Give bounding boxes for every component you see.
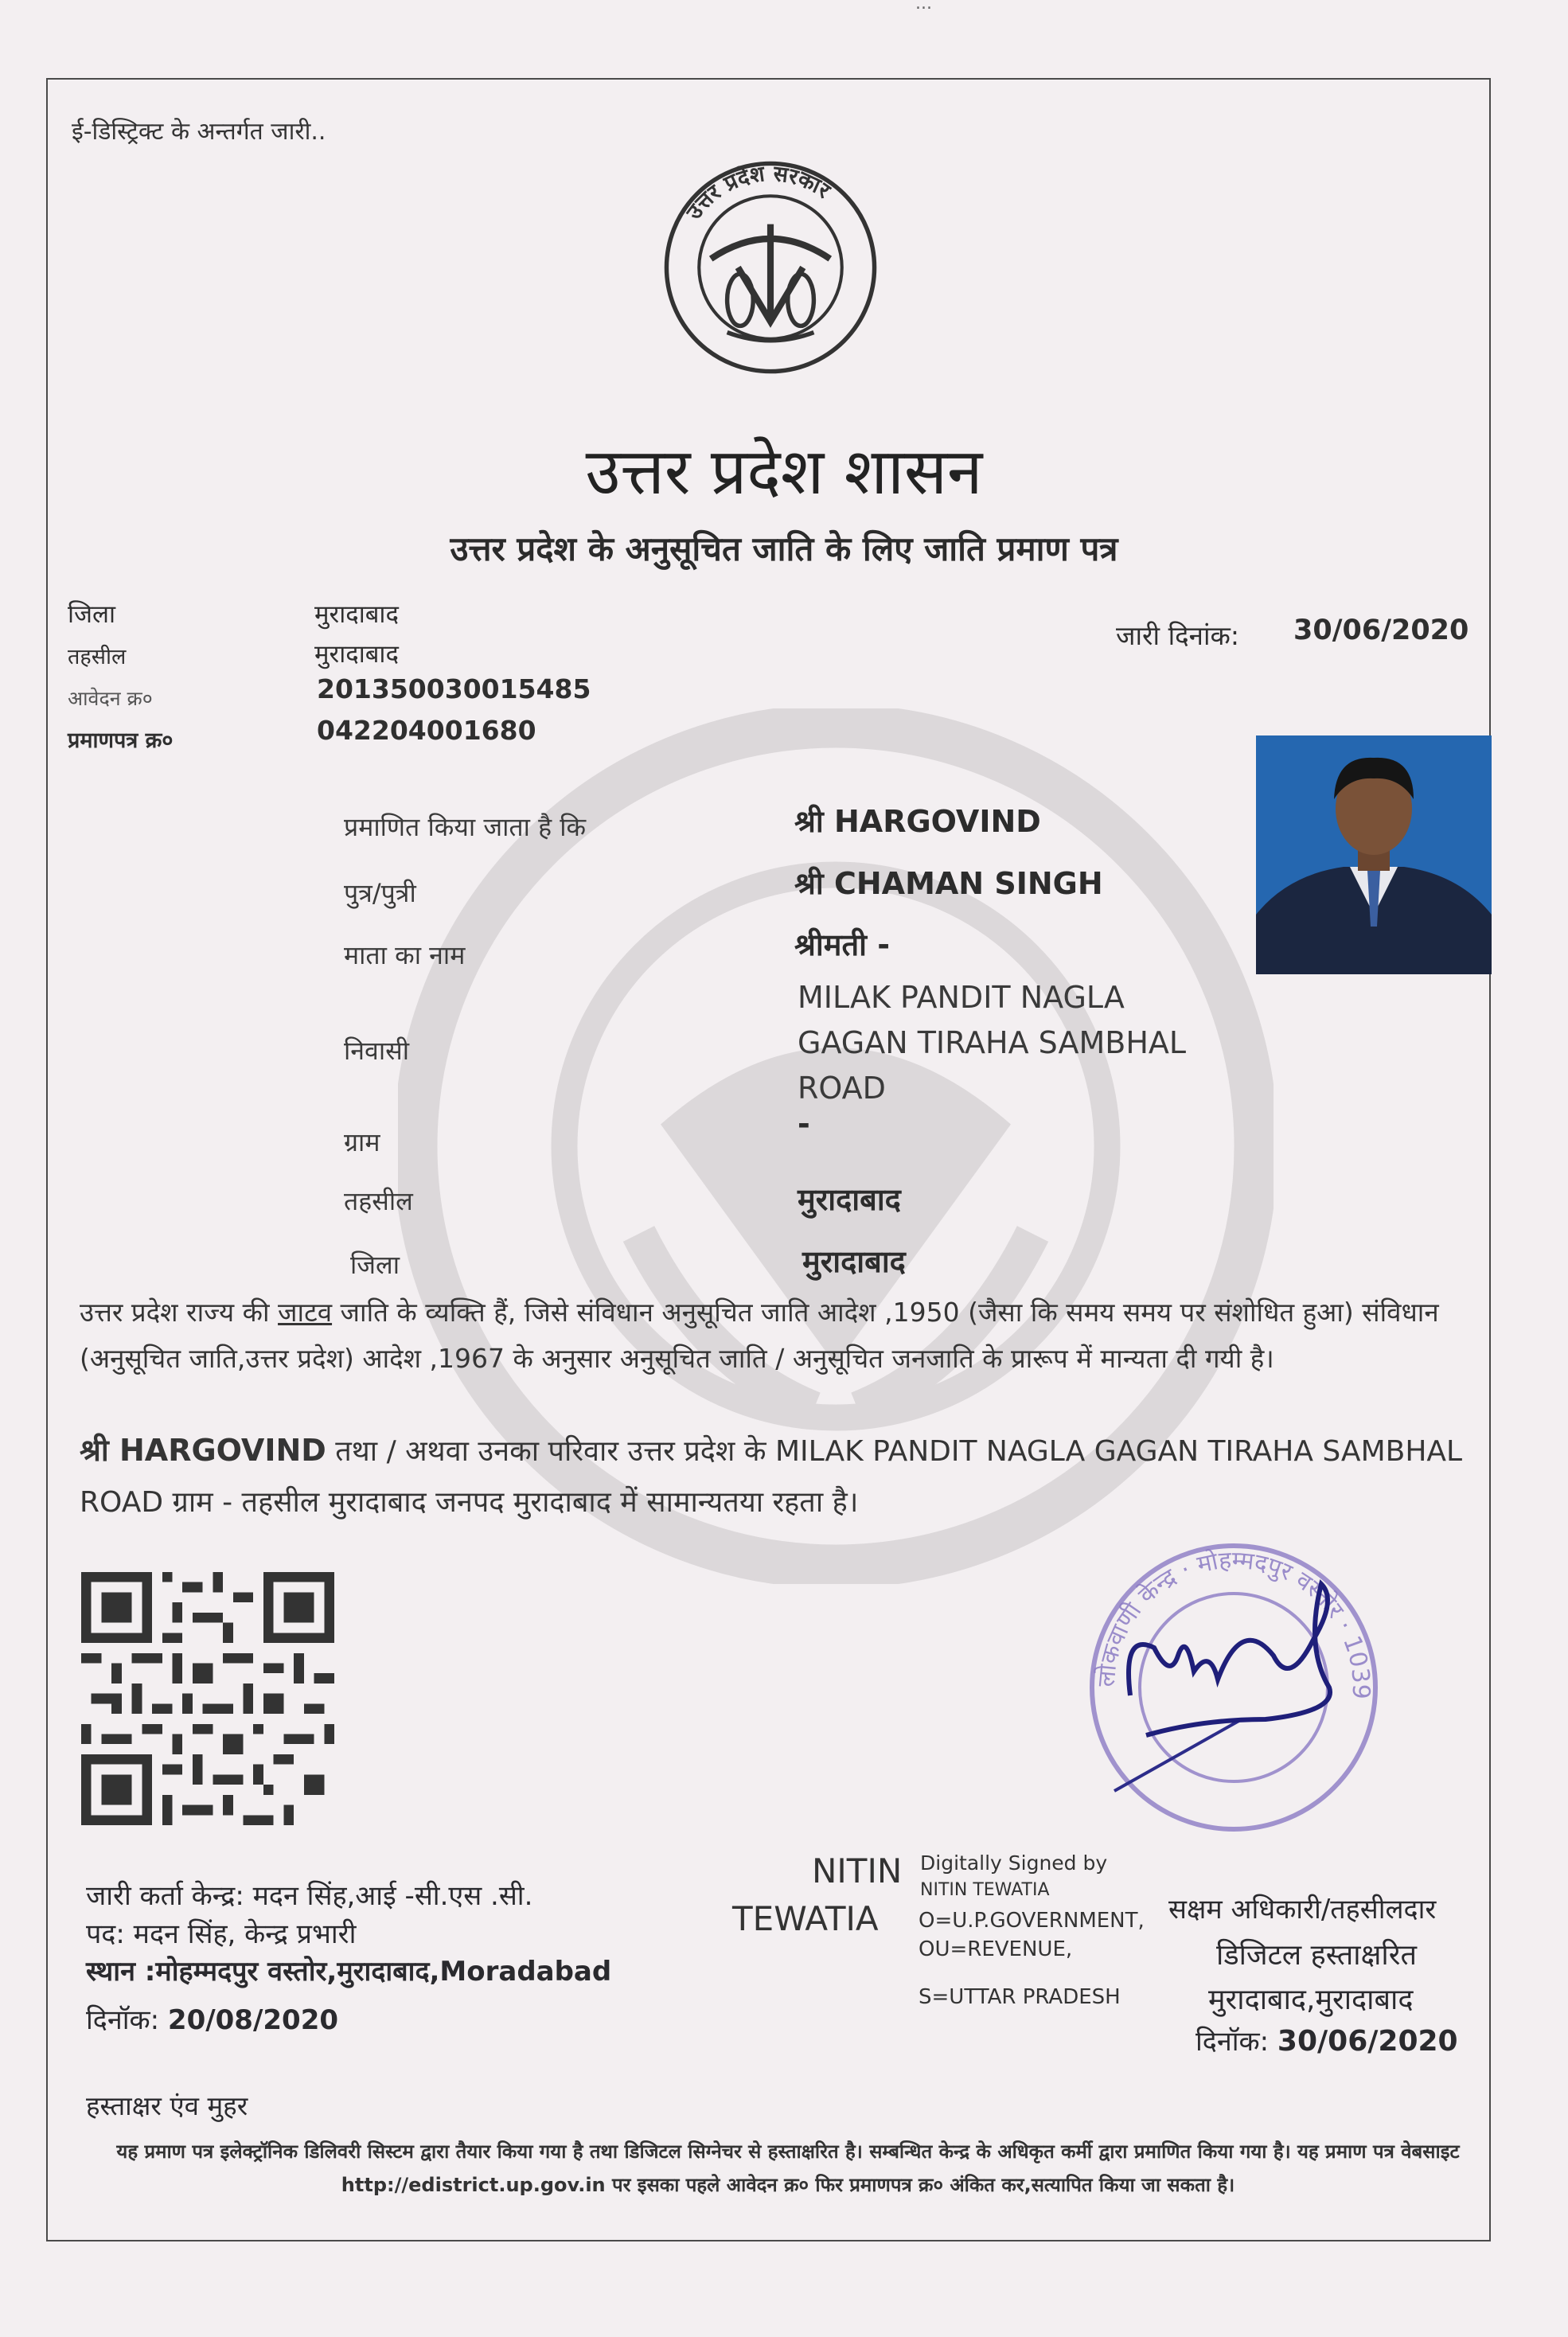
issuer-post: पद: मदन सिंह, केन्द्र प्रभारी	[86, 1918, 357, 1950]
seal-ring-text: लोकवाणी केन्द्र · मोहम्मदपुर वस्तोर · 1039	[1092, 1546, 1375, 1700]
authority-date-label: दिनॉक:	[1196, 2026, 1270, 2058]
issuer-date-label: दिनॉक:	[86, 2004, 160, 2036]
authority-place: मुरादाबाद,मुरादाबाद	[1208, 1984, 1414, 2016]
caste-statement	[80, 1289, 1488, 1382]
caste-prefix: उत्तर प्रदेश राज्य की	[80, 1297, 279, 1328]
field-label-certified: प्रमाणित किया जाता है कि	[344, 812, 587, 842]
issued-under-note: ई-डिस्ट्रिक्ट के अन्तर्गत जारी..	[72, 118, 326, 146]
applicant-photo	[1256, 735, 1492, 974]
authority-signed: डिजिटल हस्ताक्षरित	[1216, 1939, 1417, 1972]
ds-org: O=U.P.GOVERNMENT,	[919, 1909, 1145, 1933]
field-value-district: मुरादाबाद	[802, 1244, 906, 1279]
ds-signed-by: Digitally Signed by	[920, 1851, 1108, 1875]
up-emblem-icon	[662, 159, 879, 376]
residence-text1: तथा / अथवा उनका परिवार उत्तर प्रदेश के	[326, 1435, 775, 1468]
certificate-subtitle: उत्तर प्रदेश के अनुसूचित जाति के लिए जाति प्रमाण पत्र	[450, 529, 1118, 568]
top-cut-text: ...	[915, 0, 932, 11]
district-label: जिला	[68, 600, 116, 629]
field-label-tehsil: तहसील	[344, 1186, 413, 1216]
ds-state: S=UTTAR PRADESH	[919, 1985, 1121, 2009]
footer-verification-note: यह प्रमाण पत्र इलेक्ट्रॉनिक डिलिवरी सिस्टम द्वारा तैयार किया गया है तथा डिजिटल सिग्नेचर से हस्ताक्षरित है। सम्बन्धित केन्द्र के अधिकृत कर्मी द्वारा प्रमाणित किया गया है। यह प्रमाण पत्र वेबसाइट http://edistrict.up.gov.in पर इसका पहले आवेदन क्र० फिर प्रमाणपत्र क्र० अंकित कर,सत्यापित किया जा सकता है।	[116, 2140, 1460, 2196]
district-value: मुरादाबाद	[314, 600, 399, 629]
issue-date-value: 30/06/2020	[1293, 614, 1469, 646]
issue-date-label: जारी दिनांक:	[1116, 620, 1239, 651]
sign-and-seal-label: हस्ताक्षर एंव मुहर	[86, 2090, 248, 2121]
verification-qr-code[interactable]	[81, 1572, 334, 1825]
ds-name-line1: NITIN	[812, 1851, 903, 1890]
field-value-father: श्री CHAMAN SINGH	[794, 866, 1103, 901]
caste-name: जाटव	[278, 1297, 333, 1328]
field-label-village: ग्राम	[344, 1127, 380, 1157]
ds-ou: OU=REVENUE,	[919, 1937, 1073, 1961]
certificate-no-value: 042204001680	[317, 715, 536, 746]
field-label-son-of: पुत्र/पुत्री	[344, 878, 416, 908]
caste-rest: जाति के व्यक्ति हैं, जिसे संविधान अनुसूचित जाति आदेश ,1950 (जैसा कि समय समय पर संशोधित हुआ) संविधान (अनुसूचित जाति,उत्तर प्रदेश) आदेश ,1967 के अनुसार अनुसूचित जाति / अनुसूचित जनजाति के प्रारूप में मान्यता दी गयी है।	[80, 1297, 1439, 1374]
field-value-mother: श्रीमती -	[794, 927, 890, 962]
field-value-village: -	[798, 1106, 810, 1141]
tehsil-value: मुरादाबाद	[314, 640, 399, 669]
residence-address: MILAK PANDIT NAGLA GAGAN TIRAHA SAMBHAL ROAD	[80, 1435, 1463, 1519]
certificate-no-label: प्रमाणपत्र क्र०	[68, 728, 174, 753]
field-value-name: श्री HARGOVIND	[794, 804, 1041, 839]
ds-signer: NITIN TEWATIA	[920, 1880, 1050, 1900]
field-value-address: MILAK PANDIT NAGLA GAGAN TIRAHA SAMBHAL ROAD	[798, 980, 1187, 1106]
issuer-center: जारी कर्ता केन्द्र: मदन सिंह,आई -सी.एस .सी.	[86, 1880, 533, 1912]
issuer-date-value: 20/08/2020	[167, 2004, 339, 2036]
application-no-value: 201350030015485	[317, 673, 591, 704]
field-label-district: जिला	[350, 1250, 400, 1280]
authority-title: सक्षम अधिकारी/तहसीलदार	[1168, 1894, 1437, 1925]
field-label-mother: माता का नाम	[344, 940, 466, 970]
field-value-tehsil: मुरादाबाद	[798, 1182, 901, 1217]
authority-date	[1196, 2022, 1458, 2058]
svg-text:उत्तर प्रदेश सरकार	[681, 162, 836, 225]
issuer-date	[86, 2000, 338, 2037]
tehsil-label: तहसील	[68, 645, 127, 669]
application-no-label: आवेदन क्र०	[68, 687, 153, 710]
residence-statement	[80, 1425, 1496, 1528]
field-label-resident: निवासी	[344, 1036, 410, 1066]
page-title: उत्तर प्रदेश शासन	[585, 435, 983, 509]
emblem-ring-text: उत्तर प्रदेश सरकार	[681, 161, 835, 224]
residence-name: श्री HARGOVIND	[80, 1433, 326, 1468]
ds-name-line2: TEWATIA	[732, 1899, 879, 1938]
residence-text2: ग्राम - तहसील मुरादाबाद जनपद मुरादाबाद में सामान्यतया रहता है।	[163, 1486, 859, 1519]
authority-date-value: 30/06/2020	[1277, 2025, 1458, 2058]
issuer-place: स्थान :मोहम्मदपुर वस्तोर,मुरादाबाद,Moradabad	[86, 1956, 612, 1988]
